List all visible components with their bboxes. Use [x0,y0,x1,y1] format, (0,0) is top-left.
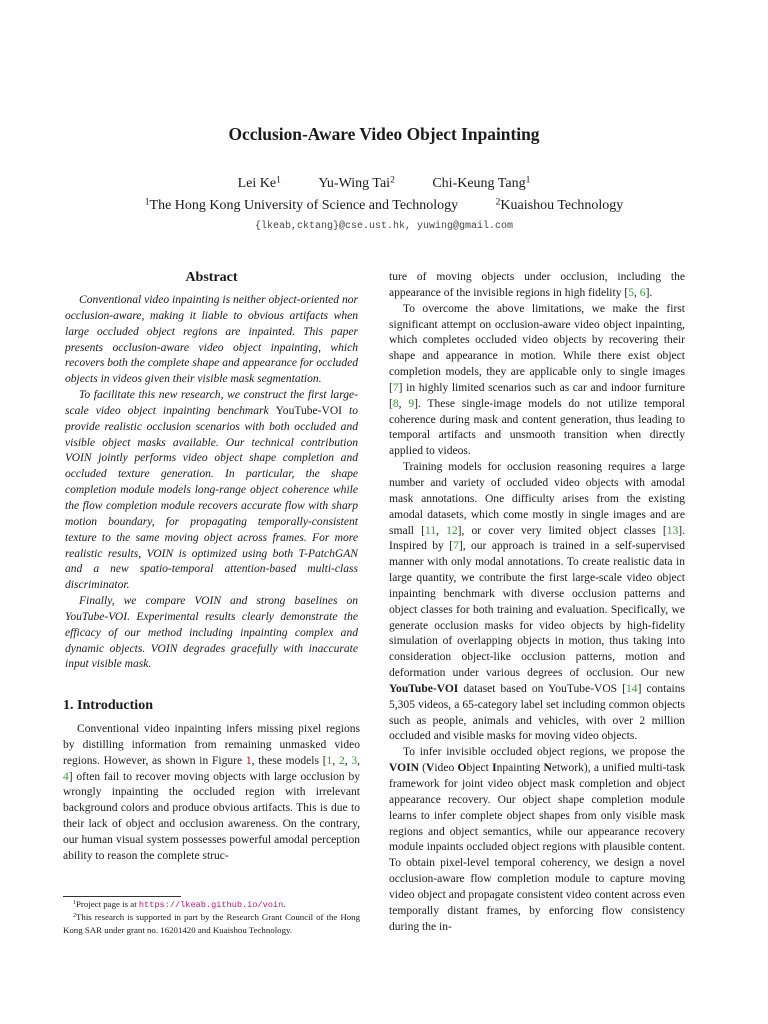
text-run: ] often fail to recover moving objects with large occlusion by wrongly inpainting the occluded region with irrelevant background colors and produce obvious artifacts. This is due to their lack of object and occlusion awareness. On the contrary, our human visual system possesses powerful amodal perception ability to reason the complete struc- [63,770,360,862]
citation-link[interactable]: 2 [338,754,345,767]
author-name: Chi-Keung Tang [432,176,526,191]
abstract-heading: Abstract [185,270,238,285]
text-run: ], or cover very limited object classes [ [457,524,667,537]
acronym-letter: I [492,762,497,775]
citation-link[interactable]: 7 [392,381,399,394]
affiliation-name: The Hong Kong University of Science and Technology [149,198,459,213]
text-run: To overcome the above limitations, we make the first significant attempt on occlusion-aware video object inpainting, which completes occluded video objects by recovering their shape and appearance in motion. While there exist object completion models, they are applicable only to single images [ [389,302,685,394]
citation-link[interactable]: 11 [424,524,437,537]
footnotes [63,898,360,936]
citation-link[interactable]: 14 [626,682,638,695]
affiliation-mark: 2 [390,175,395,186]
acronym-letter: V [426,762,435,775]
citation-link[interactable]: 4 [63,770,69,783]
text-run: dataset based on YouTube-VOS [ [458,682,627,695]
body-paragraph: To overcome the above limitations, we make the first significant attempt on occlusion-aware video object inpainting, which completes occluded video objects by recovering their shape and appearance in motion. While there exist object completion models, they are applicable only to single images [7] in highly limited scenarios such as car and indoor furniture [8, 9]. These single-image models do not utilize temporal coherence during mask and content generation, thus leading to temporal artifacts and unsmooth transition when directly applied to videos. [389,302,685,458]
citation-link[interactable]: 8 [392,397,399,410]
citation-link[interactable]: 12 [446,524,458,537]
citation-link[interactable]: 13 [666,524,679,537]
affiliation-mark: 1 [144,197,150,208]
text-run: ], our approach is trained in a self-supervised manner with only modal annotations. To create realistic data in large quantity, we contribute the first large-scale video object inpainting benchmark with diverse occlusion patterns and object classes for both training and evaluation. Specifically, we generate occlusion masks for video objects by high-fidelity simulation of overlapping objects in motion, thus taking into consideration object-like occlusion patterns, motion and deformation under various degrees of occlusion. Our new [389,540,685,680]
author-list [0,176,768,192]
author-name: Yu-Wing Tai [318,176,391,191]
citation-link[interactable]: 3 [351,754,358,767]
author [318,176,394,192]
text-run: This research is supported in part by the Research Grant Council of the Hong Kong SAR under grant no. 16201420 and Kuaishou Technology. [63,912,360,935]
affiliation-mark: 1 [525,175,531,186]
footnote [63,898,360,911]
author [432,176,530,192]
body-paragraph: Conventional video inpainting infers missing pixel regions by distilling information from remaining unmasked video regions. However, as shown in Figure 1, these models [1, 2, 3, 4] often fail to recover moving objects with large occlusion by wrongly inpainting the occluded region with irrelevant background colors and produce obvious artifacts. This is due to their lack of object and occlusion awareness. On the contrary, our human visual system possesses powerful amodal perception ability to reason the complete struc- [63,723,360,862]
text-run: Training models for occlusion reasoning requires a large number and variety of occluded video objects with amodal mask annotations. One difficulty arises from the existing amodal datasets, which come mostly in single images and are small [ [389,461,685,537]
dataset-name: YouTube-VOI [389,682,459,695]
text-run: ]. [645,286,653,299]
abstract-paragraph: Conventional video inpainting is neither object-oriented nor occlusion-aware, making it liable to obvious artifacts when large occluded object regions are inpainted. This paper presents occlusion-aware video object inpainting, which recovers both the complete shape and appearance for occluded objects in videos given their visible mask segmentation. [65,294,359,386]
citation-link[interactable]: 1 [326,754,333,767]
body-paragraph: Training models for occlusion reasoning requires a large number and variety of occluded video objects with amodal mask annotations. One difficulty arises from the existing amodal datasets, which come mostly in single images and are small [11, 12], or cover very limited object classes [13]. Inspired by [7], our approach is trained in a self-supervised manner with only modal annotations. To create realistic data in large quantity, we contribute the first large-scale video object inpainting benchmark with diverse occlusion patterns and object classes for both training and evaluation. Specifically, we generate occlusion masks for video objects by high-fidelity simulation of overlapping objects in motion, thus taking into consideration object-like occlusion patterns, motion and deformation under various degrees of occlusion. Our new YouTube-VOI dataset based on YouTube-VOS [14] contains 5,305 videos, a 65-category label set including common objects such as people, animals and vehicles, with over 2 million occluded and visible masks for moving video objects. [389,461,685,743]
left-column [63,267,360,865]
text-run: , these models [ [251,754,327,767]
acronym-letter: O [457,762,467,775]
footnote-mark: 1 [73,900,76,906]
text-run: ), a unified multi-task framework for joint video object mask completion and object appearance recovery. Our object shape completion module learns to infer complete object shapes from only visible mask regions and object semantics, while our appearance recovery module inpaints occluded object regions with plausible content. To obtain pixel-level temporal coherency, we design a novel occlusion-aware flow completion module to capture moving video object and propagate consistent video content across even temporally distant frames, by enforcing flow consistency during the in- [389,762,685,933]
affiliation-name: Kuaishou Technology [500,198,624,213]
text-run: To infer invisible occluded object regions, we propose the [403,746,685,759]
text-run: ideo [434,762,458,775]
affiliation-list [0,198,768,214]
text-run: etwork [551,762,584,775]
citation-link[interactable]: 7 [453,540,459,553]
footnote [63,911,360,936]
text-run: Conventional video inpainting infers missing pixel regions by distilling information from remaining unmasked video regions. However, as shown in Figure [63,723,360,767]
text-run: ]. Inspired by [ [389,524,685,553]
abstract-paragraph: Finally, we compare VOIN and strong baselines on YouTube-VOI. Experimental results clearly demonstrate the efficacy of our method including inpainting complex and dynamic objects. VOIN degrades gracefully with inaccurate input visible mask. [65,595,358,671]
text-run: bject [466,762,493,775]
text-run: npainting [496,762,544,775]
footnote-rule [63,896,181,897]
author-emails: {lkeab,cktang}@cse.ust.hk, yuwing@gmail.com [254,221,514,232]
author [238,176,281,192]
text-run: ] contains 5,305 videos, a 65-category label set including common objects such as people, animals and vehicles, with over 2 million occluded and visible masks for moving video objects. [389,682,685,743]
affiliation [145,198,458,214]
text-run: Project page is at [76,899,139,909]
body-paragraph [389,745,685,935]
paper-title: Occlusion-Aware Video Object Inpainting [228,124,540,144]
body-paragraph: ture of moving objects under occlusion, including the appearance of the invisible regions in high fidelity [5, 6]. [389,271,685,299]
figure-link[interactable]: 1 [245,754,252,767]
text-run: ( [418,762,426,775]
abstract-body [63,293,360,673]
footnote-mark: 2 [73,913,76,920]
abstract-paragraph [63,388,360,594]
right-column [389,270,685,935]
text-run: to provide realistic occlusion scenarios with both occluded and visible object masks available. Our technical contribution VOIN jointly performs video object shape completion and occluded texture generation. In particular, the shape completion module models long-range object coherence while the flow completion module recovers accurate flow with sharp motion boundary, for propagating temporally-consistent texture to the same moving object across frames. For more realistic results, VOIN is optimized using both T-PatchGAN and a new spatio-temporal attention-based multi-class discriminator. [65,404,358,592]
text-run: ture of moving objects under occlusion, including the appearance of the invisible regions in high fidelity [ [389,271,685,299]
project-page-link[interactable]: https://lkeab.github.io/voin [138,900,284,910]
text-run: ]. These single-image models do not utilize temporal coherence during mask and content generation, thus leading to temporal artifacts and unsmooth transition when directly applied to videos. [389,397,685,458]
affiliation [496,198,624,214]
method-name: VOIN [389,762,419,775]
text-run: . [283,899,286,909]
author-name: Lei Ke [237,176,277,191]
citation-link[interactable]: 5 [628,286,634,299]
dataset-name: YouTube-VOI [275,404,343,417]
citation-link[interactable]: 6 [639,286,646,299]
section-heading: 1. Introduction [63,698,153,714]
affiliation-mark: 2 [495,197,501,208]
citation-link[interactable]: 9 [408,397,415,410]
affiliation-mark: 1 [276,175,281,186]
text-run: ] in highly limited scenarios such as car and indoor furniture [ [389,381,685,410]
text-run: To facilitate this new research, we construct the first large-scale video object inpainting benchmark [65,389,358,417]
acronym-letter: N [543,762,552,775]
